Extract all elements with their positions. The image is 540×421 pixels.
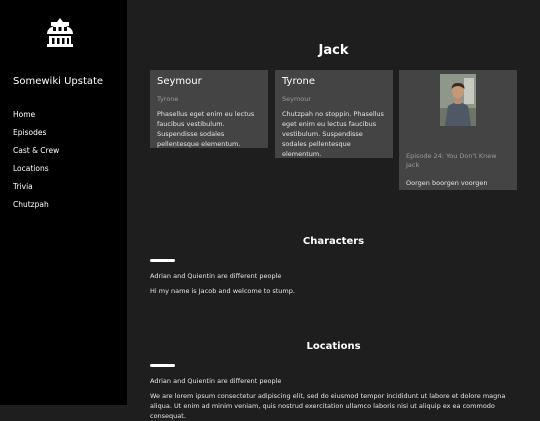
characters-heading: Characters <box>302 236 365 247</box>
card-subtitle: Tyrone <box>157 95 179 103</box>
card-text: Phasellus eget enim eu lectus faucibus vestibulum. Suspendisse sodales pellentesque elementum. <box>157 110 255 148</box>
site-title[interactable]: Somewiki Upstate <box>13 76 104 87</box>
locations-line: Adrian and Quientin are different people <box>150 377 282 385</box>
episode-card[interactable] <box>399 70 517 190</box>
character-card[interactable] <box>150 70 268 148</box>
nav-item-cast-crew[interactable]: Cast & Crew <box>13 146 60 155</box>
card-title: Seymour <box>157 76 202 87</box>
card-subtitle: Episode 24: You Don't Knew Jack <box>406 152 497 169</box>
nav-item-locations[interactable]: Locations <box>13 164 49 173</box>
nav-item-trivia[interactable]: Trivia <box>13 182 33 191</box>
card-subtitle: Seymour <box>282 95 312 103</box>
person-photo <box>440 74 476 126</box>
nav-item-episodes[interactable]: Episodes <box>13 128 47 137</box>
characters-line: Hi my name is Jacob and welcome to stump. <box>150 287 295 295</box>
card-text: Oorgen boorgen voorgen <box>406 179 488 187</box>
section-divider <box>150 259 175 262</box>
page-title: Jack <box>318 43 349 58</box>
sidebar <box>0 0 127 405</box>
sidebar-nav <box>13 106 59 214</box>
theater-building-icon[interactable] <box>44 16 76 48</box>
nav-item-home[interactable]: Home <box>13 110 36 119</box>
main-content <box>127 0 540 420</box>
character-card[interactable] <box>275 70 393 158</box>
characters-line: Adrian and Quientin are different people <box>150 272 282 280</box>
section-divider <box>150 364 175 367</box>
card-title: Tyrone <box>282 76 315 87</box>
card-text: Chutzpah no stoppin. Phasellus eget enim eu lectus faucibus vestibulum. Suspendisse sodales pellentesque elementum. <box>282 110 384 158</box>
nav-item-chutzpah[interactable]: Chutzpah <box>13 200 49 209</box>
locations-heading: Locations <box>306 341 361 352</box>
locations-paragraph: We are lorem ipsum consectetur adipiscing elit, sed do eiusmod tempor incididunt ut labore et dolore magna aliqua. Ut enim ad minim veniam, quis nostrud exercitation ullamco laboris nisi ut aliquip ex ea commodo consequat. <box>150 392 506 420</box>
